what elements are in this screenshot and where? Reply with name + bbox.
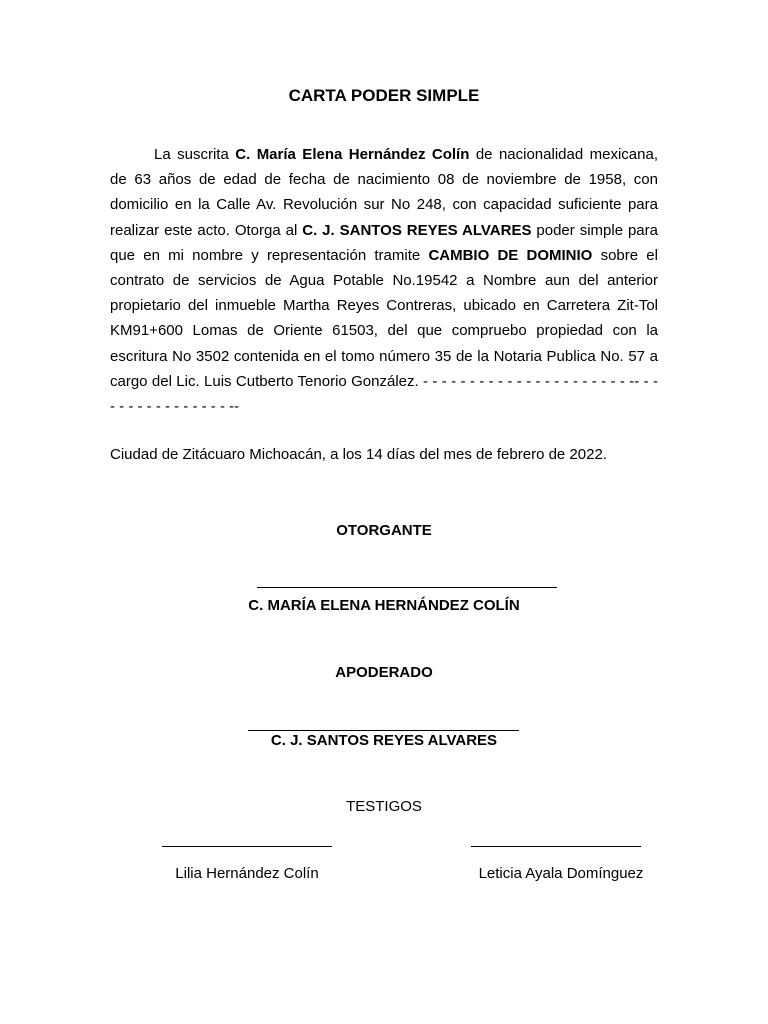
grantor-name-inline: C. María Elena Hernández Colín xyxy=(235,146,470,163)
paragraph-segment: La suscrita xyxy=(154,146,236,163)
place-and-date: Ciudad de Zitácuaro Michoacán, a los 14 días del mes de febrero de 2022. xyxy=(110,446,607,463)
paragraph-segment: de nacionalidad mexicana, de 63 años de edad de fecha de nacimiento 08 de noviembre de 1958, con domicilio en la Calle Av. Revolución sur No 248, con capacidad suficiente para realizar este acto. Otorga al xyxy=(110,146,658,239)
witness-1-signature-line xyxy=(162,846,332,847)
paragraph-segment: sobre el contrato de servicios de Agua Potable No.19542 a Nombre aun del anterior propietario del inmueble Martha Reyes Contreras, ubicado en Carretera Zit-Tol KM91+600 Lomas de Oriente 61503, del que compruebo propiedad con la escritura No 3502 contenida en el tomo número 35 de la Notaria Publica No. 57 a cargo del Lic. Luis Cutberto Tenorio González. - - - - - - - - - - - - - - - - - - - - - - -- - - - - - - - - - - - - - - - -- xyxy=(110,246,658,416)
attorney-heading: APODERADO xyxy=(335,664,433,681)
witness-2-name: Leticia Ayala Domínguez xyxy=(478,865,644,882)
attorney-name: C. J. SANTOS REYES ALVARES xyxy=(270,732,498,749)
procedure-name-inline: CAMBIO DE DOMINIO xyxy=(428,246,593,264)
witness-2-signature-line xyxy=(471,846,641,847)
witness-1-name: Lilia Hernández Colín xyxy=(175,865,319,882)
attorney-name-inline: C. J. SANTOS REYES ALVARES xyxy=(302,221,532,239)
grantor-heading: OTORGANTE xyxy=(336,522,432,539)
grantor-name: C. MARÍA ELENA HERNÁNDEZ COLÍN xyxy=(248,597,520,614)
body-paragraph xyxy=(110,142,658,419)
paragraph-segment: poder simple para que en mi nombre y representación tramite xyxy=(110,221,658,264)
witnesses-heading: TESTIGOS xyxy=(346,798,422,815)
grantor-signature-line xyxy=(257,587,557,588)
document-title: CARTA PODER SIMPLE xyxy=(288,86,480,105)
